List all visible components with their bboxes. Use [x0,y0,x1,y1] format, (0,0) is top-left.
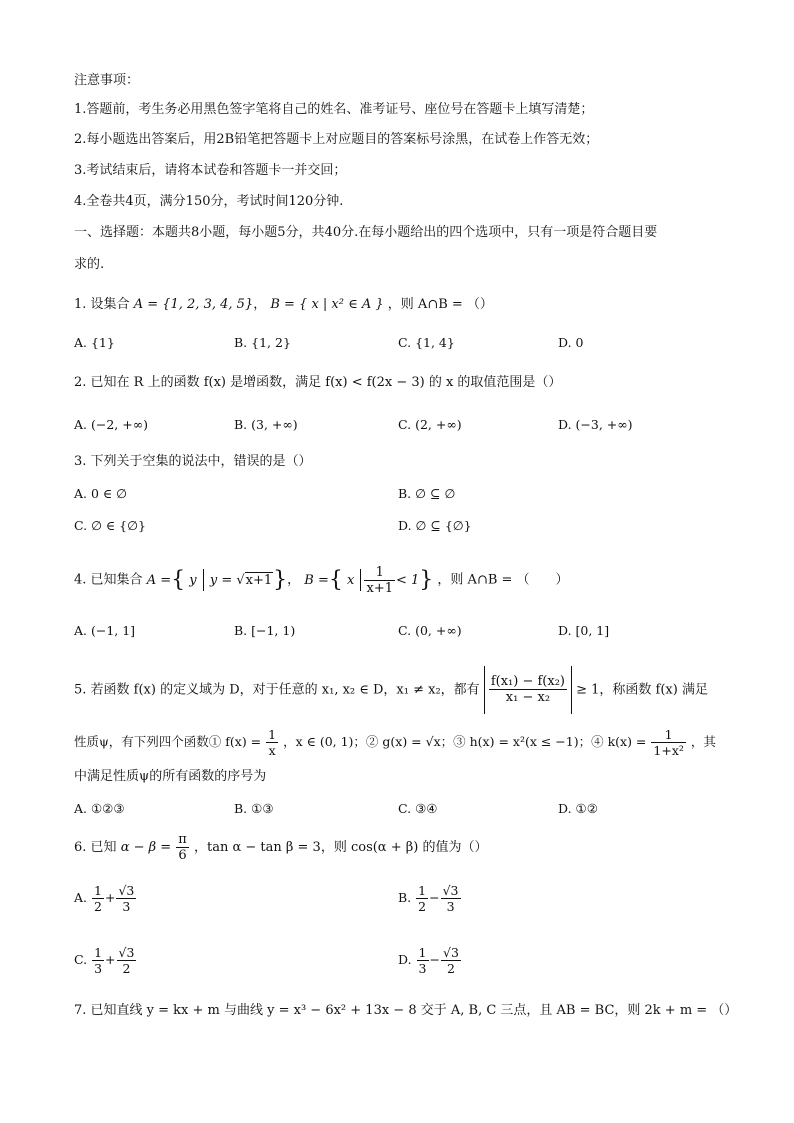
q2-option-c: C. (2, +∞) [398,417,462,432]
q3-option-d: D. ∅ ⊆ {∅} [398,518,472,533]
q6-condition: α − β = $\frac{\pi}{6}$ [120,832,187,863]
q5-line2-b: ，x ∈ (0, 1)；② g(x) = √x；③ h(x) = x²(x ≤ −1)；④ k(x) = [283,734,647,749]
q4-option-d: D. [0, 1] [558,623,610,638]
question-5-line-3: 中满足性质ψ的所有函数的序号为 [74,769,267,784]
notice-item-2: 2.每小题选出答案后，用2B铅笔把答题卡上对应题目的答案标号涂黑，在试卷上作答无效； [74,132,599,147]
question-3: 3. 下列关于空集的说法中，错误的是（） [74,454,312,469]
q6-option-d-label: D. [398,952,412,967]
q3-option-c: C. ∅ ∈ {∅} [74,518,146,533]
notice-heading: 注意事项： [74,73,140,88]
q5-option-d: D. ①② [558,801,598,816]
q6-option-b-label: B. [398,890,412,905]
question-4: 4. 已知集合 A ={ y y = √x+1}， B ={ x $\frac{1}{x+1}$ < 1} ，则 A∩B = （ ） [74,564,569,596]
q1-option-d: D. 0 [558,335,584,350]
q2-option-a: A. (−2, +∞) [74,417,148,432]
q5-abs-fraction: $\frac{\text{f(x₁) − f(x₂)}}{\text{x₁ − x₂}}$ [484,666,572,714]
q6-option-a-label: A. [74,890,88,905]
q1-option-b: B. {1, 2} [234,335,291,350]
q6-option-d: D. $\frac{1}{3}$ − $\frac{√3}{2}$ [398,945,459,976]
q6-option-a: A. $\frac{1}{2}$ + $\frac{√3}{3}$ [74,883,135,914]
q1-suffix: ，则 A∩B = （） [387,297,493,312]
section-heading-line-1: 一、选择题：本题共8小题，每小题5分，共40分.在每小题给出的四个选项中，只有一项是符合题目要 [74,225,658,240]
q5-option-a: A. ①②③ [74,801,125,816]
q1-set-a: A = {1, 2, 3, 4, 5} [133,297,254,312]
q6-text: ，tan α − tan β = 3，则 cos(α + β) 的值为（） [193,840,488,855]
question-6 [74,828,487,868]
q3-option-b: B. ∅ ⊆ ∅ [398,486,456,501]
q4-set-a: A ={ y y = √x+1} [146,567,288,592]
question-7: 7. 已知直线 y = kx + m 与曲线 y = x³ − 6x² + 13x − 8 交于 A, B, C 三点，且 AB = BC，则 2k + m = （） [74,1003,738,1018]
question-2: 2. 已知在 R 上的函数 f(x) 是增函数，满足 f(x) < f(2x − 3) 的 x 的取值范围是（） [74,375,562,390]
q3-option-a: A. 0 ∈ ∅ [74,486,128,501]
q5-line2-a: 性质ψ，有下列四个函数① f(x) = [74,734,262,749]
q5-line2-c: ，其 [690,734,716,749]
question-5-line-1 [74,666,708,714]
notice-item-4: 4.全卷共4页，满分150分，考试时间120分钟. [74,194,344,209]
q1-set-b: B = { x | x² ∈ A } [270,297,384,312]
section-heading-line-2: 求的. [74,257,105,272]
q6-prefix: 6. 已知 [74,840,117,855]
q5-line1-suffix: ≥ 1，称函数 f(x) 满足 [576,682,708,698]
q5-option-b: B. ①③ [234,801,274,816]
notice-item-3: 3.考试结束后，请将本试卷和答题卡一并交回； [74,163,347,178]
q4-suffix: ，则 A∩B = （ ） [437,572,569,588]
q6-option-c-label: C. [74,952,88,967]
q6-option-b: B. $\frac{1}{2}$ − $\frac{√3}{3}$ [398,883,459,914]
q1-prefix: 1. 设集合 [74,297,130,312]
q5-option-c: C. ③④ [398,801,438,816]
q4-prefix: 4. 已知集合 [74,572,143,588]
q2-option-d: D. (−3, +∞) [558,417,633,432]
q2-option-b: B. (3, +∞) [234,417,298,432]
q6-option-c: C. $\frac{1}{3}$ + $\frac{√3}{2}$ [74,945,135,976]
notice-item-1: 1.答题前，考生务必用黑色签字笔将自己的姓名、准考证号、座位号在答题卡上填写清楚； [74,102,594,117]
q1-option-c: C. {1, 4} [398,335,455,350]
q4-option-b: B. [−1, 1) [234,623,296,638]
q4-set-b: B ={ x $\frac{1}{x+1}$ < 1} [304,564,434,596]
q1-option-a: A. {1} [74,335,115,350]
q4-option-a: A. (−1, 1] [74,623,136,638]
q4-option-c: C. (0, +∞) [398,623,462,638]
q5-line1-text: 5. 若函数 f(x) 的定义域为 D，对于任意的 x₁, x₂ ∈ D，x₁ ≠ x₂，都有 [74,682,480,698]
question-5-line-2 [74,722,716,762]
q5-frac-1-over-1-plus-x2: $\frac{1}{\text{1+x²}}$ [653,727,684,758]
q5-frac-1-over-x: $\frac{1}{x}$ [268,727,277,758]
question-1: 1. 设集合 A = {1, 2, 3, 4, 5}， B = { x | x² ∈ A } ，则 A∩B = （） [74,297,493,312]
